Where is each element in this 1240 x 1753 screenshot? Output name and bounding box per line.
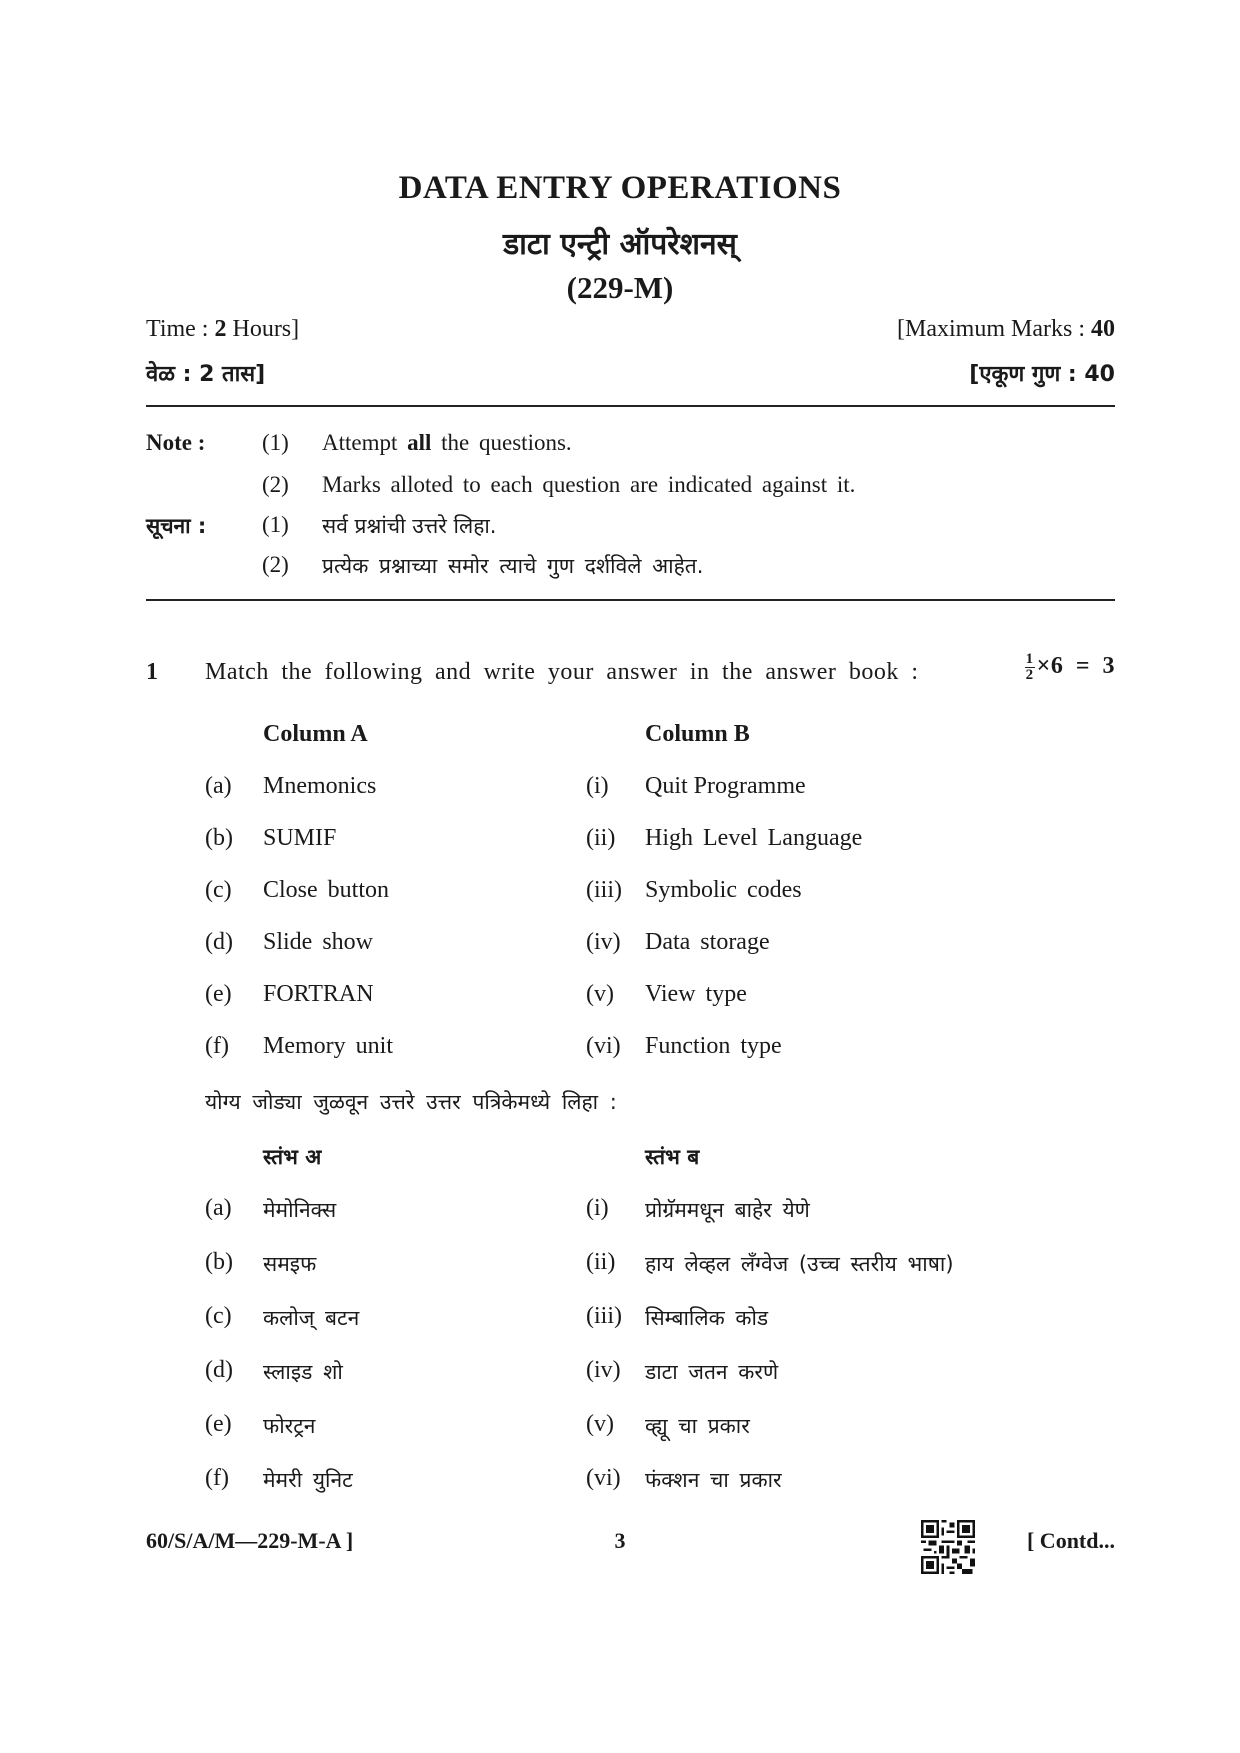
row-a-label: (f) — [205, 1465, 229, 1491]
row-b-text-marathi: फंक्शन चा प्रकार — [645, 1468, 782, 1492]
row-a-text-marathi: समइफ — [263, 1252, 317, 1276]
question-text: Match the following and write your answer in the answer book : — [205, 659, 919, 685]
column-b-heading: Column B — [645, 721, 750, 747]
row-b-label: (ii) — [586, 1249, 616, 1275]
marks-fraction: $\frac{1}{2}$ — [1025, 651, 1034, 683]
row-b-text: Function type — [645, 1033, 782, 1059]
paper-title-marathi: डाटा एन्ट्री ऑपरेशनस् — [503, 227, 737, 262]
notes-divider — [146, 599, 1115, 601]
row-b-label: (vi) — [586, 1465, 621, 1491]
note-item-text: Attempt all the questions. — [322, 430, 572, 455]
row-b-text: View type — [645, 981, 747, 1007]
max-marks-info-marathi: [एकूण गुण : 40 — [969, 362, 1115, 387]
row-b-text: High Level Language — [645, 825, 863, 851]
row-b-text-marathi: डाटा जतन करणे — [645, 1360, 779, 1384]
row-a-label: (b) — [205, 1249, 233, 1275]
row-a-label: (b) — [205, 825, 233, 851]
row-b-text: Symbolic codes — [645, 877, 802, 903]
row-b-label: (i) — [586, 1195, 609, 1221]
column-a-heading: Column A — [263, 721, 368, 747]
paper-title: DATA ENTRY OPERATIONS — [398, 170, 842, 206]
time-info-marathi: वेळ : 2 तास] — [146, 362, 266, 387]
row-b-label: (iii) — [586, 1303, 622, 1329]
row-a-label: (a) — [205, 773, 232, 799]
note-item-number: (2) — [262, 472, 289, 497]
row-a-text: Mnemonics — [263, 773, 377, 799]
row-b-label: (ii) — [586, 825, 616, 851]
row-a-label: (e) — [205, 981, 232, 1007]
paper-code: (229-M) — [566, 270, 674, 305]
note-item-text-marathi: सर्व प्रश्नांची उत्तरे लिहा. — [322, 514, 497, 538]
note-item-number: (1) — [262, 430, 289, 455]
note-label-marathi: सूचना : — [146, 514, 207, 538]
note-item-number: (1) — [262, 512, 289, 537]
row-b-text-marathi: व्ह्यू चा प्रकार — [645, 1414, 750, 1438]
question-number: 1 — [146, 659, 159, 685]
row-a-label: (f) — [205, 1033, 229, 1059]
note-label: Note : — [146, 430, 206, 455]
row-a-label: (d) — [205, 929, 233, 955]
row-b-label: (iv) — [586, 1357, 621, 1383]
note-item-number: (2) — [262, 552, 289, 577]
row-b-text: Data storage — [645, 929, 770, 955]
row-b-text: Quit Programme — [645, 773, 806, 799]
row-a-text-marathi: मेमोनिक्स — [263, 1198, 337, 1222]
row-a-label: (a) — [205, 1195, 232, 1221]
row-b-label: (i) — [586, 773, 609, 799]
row-a-text-marathi: स्लाइड शो — [263, 1360, 343, 1384]
row-a-text: SUMIF — [263, 825, 337, 851]
row-b-label: (v) — [586, 1411, 614, 1437]
question-text-marathi: योग्य जोड्या जुळवून उत्तरे उत्तर पत्रिकेमध्ये लिहा : — [205, 1090, 617, 1114]
row-b-label: (v) — [586, 981, 614, 1007]
page-number: 3 — [614, 1528, 626, 1553]
row-a-label: (e) — [205, 1411, 232, 1437]
header-divider — [146, 405, 1115, 407]
row-a-text: Slide show — [263, 929, 374, 955]
row-b-label: (vi) — [586, 1033, 621, 1059]
column-b-heading-marathi: स्तंभ ब — [645, 1145, 700, 1169]
continued-label: [ Contd... — [1026, 1528, 1115, 1553]
time-info: Time : 2 Hours] — [146, 316, 300, 342]
column-a-heading-marathi: स्तंभ अ — [263, 1145, 322, 1169]
note-item-text: Marks alloted to each question are indicated against it. — [322, 472, 856, 497]
row-a-text-marathi: कलोज् बटन — [263, 1306, 360, 1330]
row-b-text-marathi: प्रोग्रॅममधून बाहेर येणे — [645, 1198, 810, 1222]
row-a-text-marathi: फोरट्रन — [263, 1414, 316, 1438]
row-a-text: FORTRAN — [263, 981, 374, 1007]
question-marks: $\frac{1}{2}$ ×6 = 3 — [1025, 651, 1115, 683]
row-a-label: (c) — [205, 1303, 232, 1329]
row-b-label: (iii) — [586, 877, 622, 903]
row-b-label: (iv) — [586, 929, 621, 955]
qr-code-icon — [921, 1520, 975, 1574]
note-item-text-marathi: प्रत्येक प्रश्नाच्या समोर त्याचे गुण दर्शविले आहेत. — [322, 554, 704, 578]
row-b-text-marathi: हाय लेव्हल लँग्वेज (उच्च स्तरीय भाषा) — [645, 1252, 954, 1276]
row-a-text: Memory unit — [263, 1033, 393, 1059]
row-a-text: Close button — [263, 877, 390, 903]
row-a-label: (d) — [205, 1357, 233, 1383]
row-b-text-marathi: सिम्बालिक कोड — [645, 1306, 769, 1330]
max-marks-info: [Maximum Marks : 40 — [897, 316, 1115, 342]
footer-paper-code: 60/S/A/M—229-M-A ] — [146, 1528, 354, 1553]
row-a-text-marathi: मेमरी युनिट — [263, 1468, 353, 1492]
row-a-label: (c) — [205, 877, 232, 903]
